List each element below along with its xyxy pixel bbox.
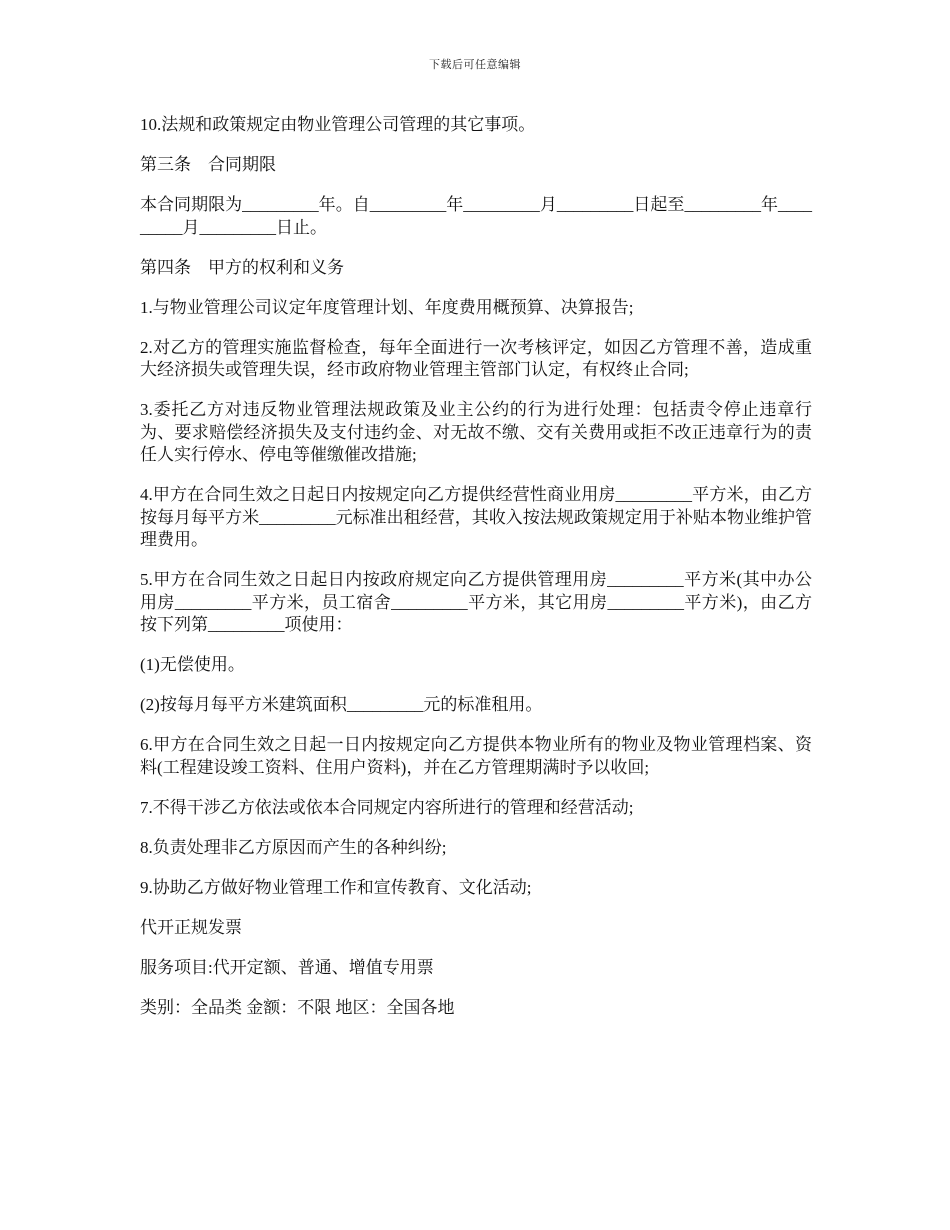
invoice-ad-title: 代开正规发票	[140, 917, 242, 937]
paragraph-item-6: 6.甲方在合同生效之日起一日内按规定向乙方提供本物业所有的物业及物业管理档案、资料(工程建设竣工资料、住用户资料)，并在乙方管理期满时予以收回;	[140, 735, 812, 777]
paragraph-item-5: 5.甲方在合同生效之日起日内按政府规定向乙方提供管理用房_________平方米(其中办公用房_________平方米，员工宿舍_________平方米，其它用房_________平方米)，由乙方按下列第_________项使用：	[140, 570, 812, 634]
paragraph-item-3: 3.委托乙方对违反物业管理法规政策及业主公约的行为进行处理：包括责令停止违章行为、要求赔偿经济损失及支付违约金、对无故不缴、交有关费用或拒不改正违章行为的责任人实行停水、停电等催缴催改措施;	[140, 400, 812, 464]
contract-term-paragraph: 本合同期限为_________年。自_________年_________月_________日起至_________年_________月_________日止。	[140, 195, 812, 237]
paragraph-item-10: 10.法规和政策规定由物业管理公司管理的其它事项。	[140, 115, 536, 134]
invoice-ad-services: 服务项目:代开定额、普通、增值专用票	[140, 957, 434, 977]
sub-item-1: (1)无偿使用。	[140, 655, 245, 674]
paragraph-item-9: 9.协助乙方做好物业管理工作和宣传教育、文化活动;	[140, 877, 532, 897]
paragraph-item-4: 4.甲方在合同生效之日起日内按规定向乙方提供经营性商业用房_________平方米，由乙方按每月每平方米_________元标准出租经营，其收入按法规政策规定用于补贴本物业维护管理费用。	[140, 485, 812, 549]
document-body	[140, 114, 812, 1037]
section-heading-article-4: 第四条 甲方的权利和义务	[140, 257, 344, 277]
paragraph-item-8: 8.负责处理非乙方原因而产生的各种纠纷;	[140, 837, 447, 857]
header-note: 下载后可任意编辑	[429, 59, 521, 71]
paragraph-item-1: 1.与物业管理公司议定年度管理计划、年度费用概预算、决算报告;	[140, 297, 634, 317]
paragraph-item-7: 7.不得干涉乙方依法或依本合同规定内容所进行的管理和经营活动;	[140, 797, 634, 817]
invoice-ad-details: 类别：全品类 金额：不限 地区：全国各地	[140, 997, 455, 1017]
sub-item-2: (2)按每月每平方米建筑面积_________元的标准租用。	[140, 695, 543, 714]
paragraph-item-2: 2.对乙方的管理实施监督检查，每年全面进行一次考核评定，如因乙方管理不善，造成重大经济损失或管理失误，经市政府物业管理主管部门认定，有权终止合同;	[140, 337, 812, 379]
section-heading-article-3: 第三条 合同期限	[140, 155, 276, 174]
